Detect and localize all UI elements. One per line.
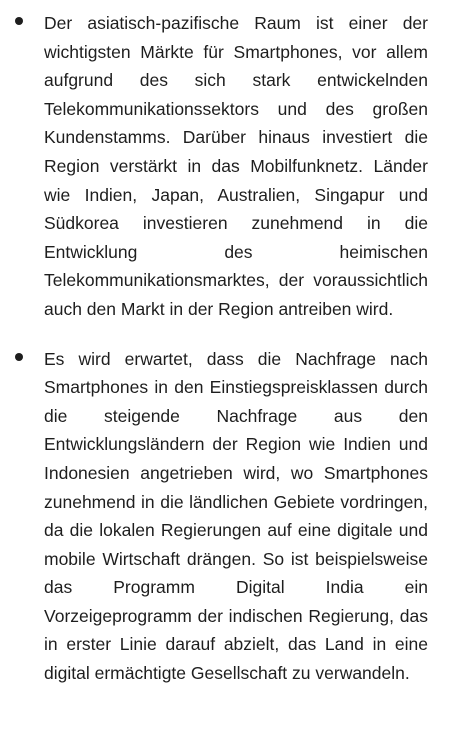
bullet-item-entry-level-demand [15,345,428,688]
bullet-list [15,9,428,688]
bullet-dot-icon [15,17,23,25]
bullet-text: Der asiatisch-pazifische Raum ist einer der wichtigsten Märkte für Smartphones, vor allem aufgrund des sich stark entwickelnden Telekommunikationssektors und des großen Kundenstamms. Darüber hinaus investiert die Region verstärkt in das Mobilfunknetz. Länder wie Indien, Japan, Australien, Singapur und Südkorea investieren zunehmend in die Entwicklung des heimischen Telekommunikationsmarktes, der voraussichtlich auch den Markt in der Region antreiben wird. [44,13,428,319]
bullet-dot-icon [15,353,23,361]
bullet-item-asia-pacific-market [15,9,428,324]
bullet-text: Es wird erwartet, dass die Nachfrage nach Smartphones in den Einstiegspreisklassen durch die steigende Nachfrage aus den Entwicklungsländern der Region wie Indien und Indonesien angetrieben wird, wo Smartphones zunehmend in die ländlichen Gebiete vordringen, da die lokalen Regierungen auf eine digitale und mobile Wirtschaft drängen. So ist beispielsweise das Programm Digital India ein Vorzeigeprogramm der indischen Regierung, das in erster Linie darauf abzielt, das Land in eine digital ermächtigte Gesellschaft zu verwandeln. [44,348,428,684]
